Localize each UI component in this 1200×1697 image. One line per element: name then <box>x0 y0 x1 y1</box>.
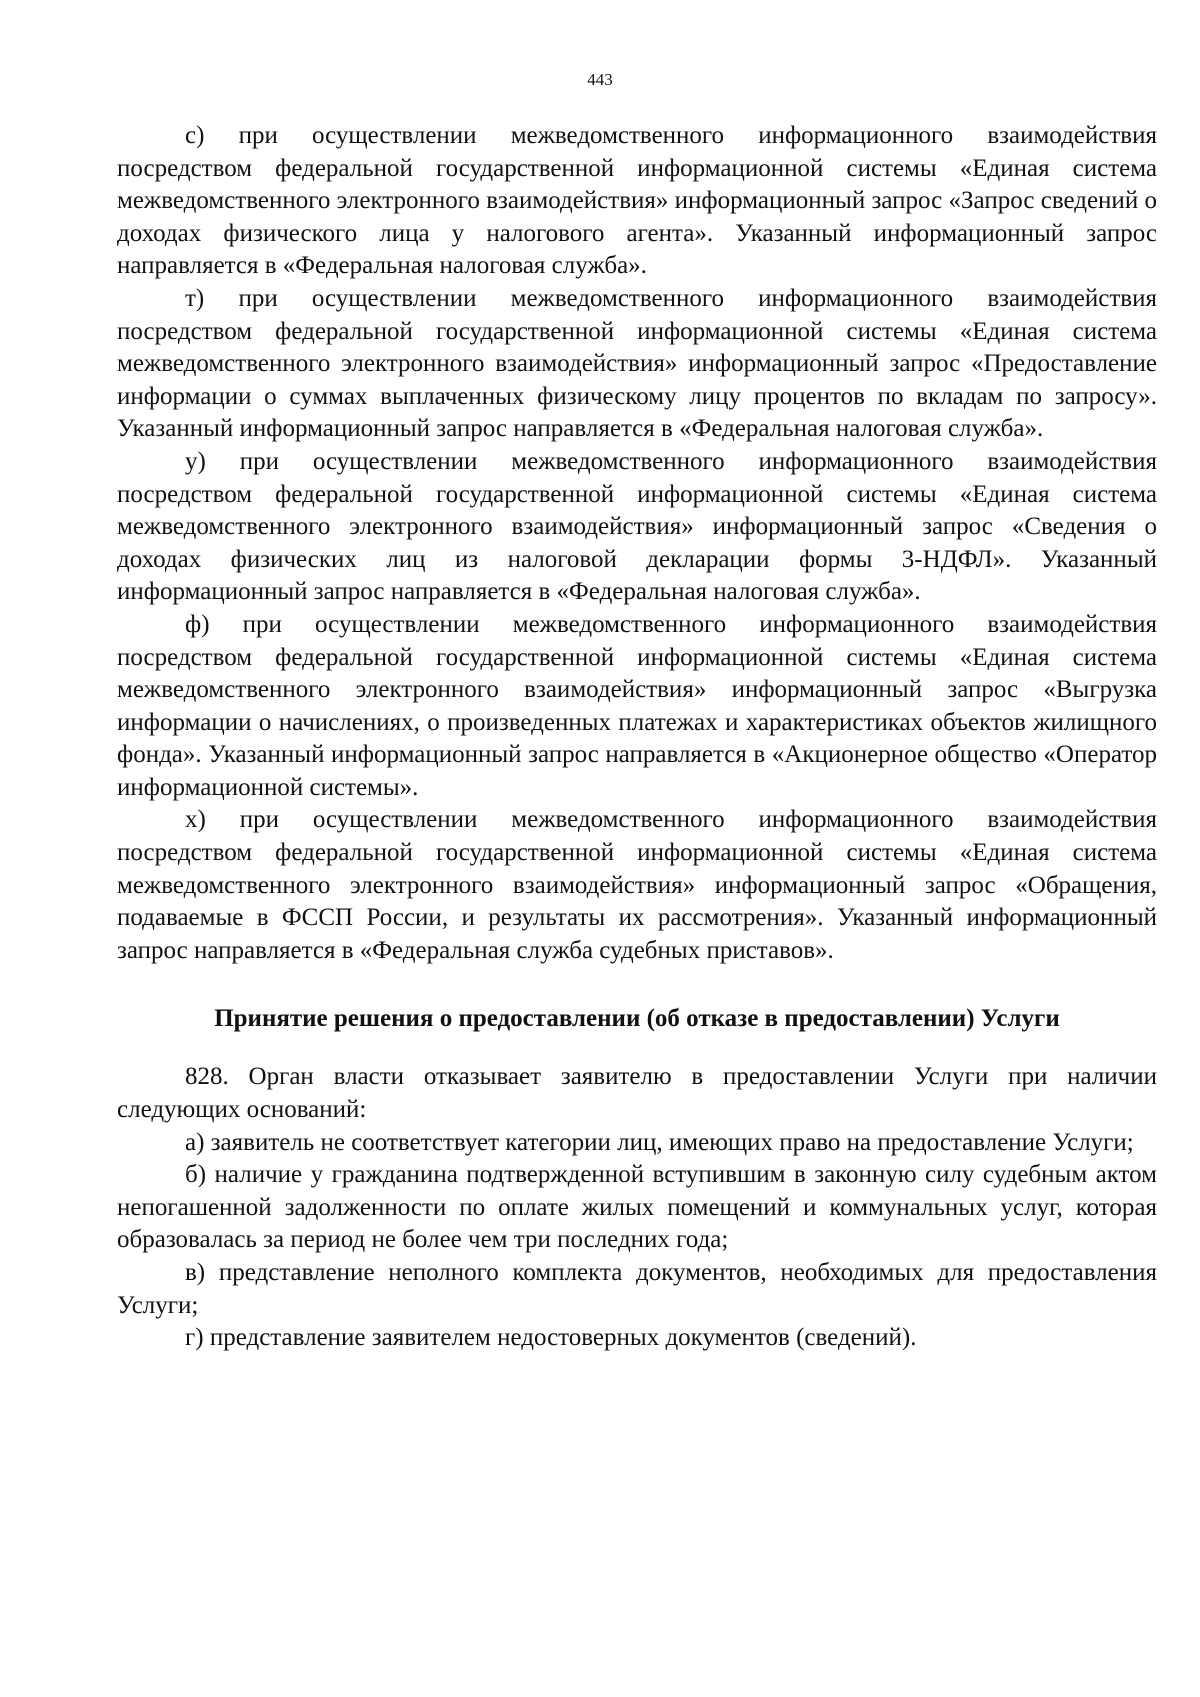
paragraph-item-h: х) при осуществлении межведомственного информационного взаимодействия посредством федеральной государственной информационной системы «Единая система межведомственного электронного взаимодействия» информационный запрос «Обращения, подаваемые в ФССП России, и результаты их рассмотрения». Указанный информационный запрос направляется в «Федеральная служба судебных приставов». <box>117 806 1157 964</box>
paragraph-item-c: с) при осуществлении межведомственного информационного взаимодействия посредством федеральной государственной информационной системы «Единая система межведомственного электронного взаимодействия» информационный запрос «Запрос сведений о доходах физического лица у налогового агента». Указанный информационный запрос направляется в «Федеральная налоговая служба». <box>117 122 1157 280</box>
section-heading: Принятие решения о предоставлении (об отказе в предоставлении) Услуги <box>214 1005 1060 1033</box>
paragraph-item-u: у) при осуществлении межведомственного информационного взаимодействия посредством федеральной государственной информационной системы «Единая система межведомственного электронного взаимодействия» информационный запрос «Сведения о доходах физических лиц из налоговой декларации формы 3-НДФЛ». Указанный информационный запрос направляется в «Федеральная налоговая служба». <box>117 447 1157 606</box>
paragraph-item-f: ф) при осуществлении межведомственного информационного взаимодействия посредством федеральной государственной информационной системы «Единая система межведомственного электронного взаимодействия» информационный запрос «Выгрузка информации о начислениях, о произведенных платежах и характеристиках объектов жилищного фонда». Указанный информационный запрос направляется в «Акционерное общество «Оператор информационной системы». <box>117 610 1157 801</box>
paragraph-item-t: т) при осуществлении межведомственного информационного взаимодействия посредством федеральной государственной информационной системы «Единая система межведомственного электронного взаимодействия» информационный запрос «Предоставление информации о суммах выплаченных физическому лицу процентов по вкладам по запросу». Указанный информационный запрос направляется в «Федеральная налоговая служба». <box>117 284 1157 443</box>
document-body <box>117 120 1157 1355</box>
paragraph-item-a: а) заявитель не соответствует категории лиц, имеющих право на предоставление Услуги; <box>185 1128 1134 1156</box>
paragraph-item-b: б) наличие у гражданина подтвержденной вступившим в законную силу судебным актом непогашенной задолженности по оплате жилых помещений и коммунальных услуг, которая образовалась за период не более чем три последних года; <box>117 1161 1157 1254</box>
paragraph-828: 828. Орган власти отказывает заявителю в предоставлении Услуги при наличии следующих оснований: <box>117 1063 1157 1124</box>
paragraph-item-v: в) представление неполного комплекта документов, необходимых для предоставления Услуги; <box>117 1259 1157 1319</box>
page-number: 443 <box>587 70 613 89</box>
paragraph-item-g: г) представление заявителем недостоверных документов (сведений). <box>185 1324 917 1352</box>
